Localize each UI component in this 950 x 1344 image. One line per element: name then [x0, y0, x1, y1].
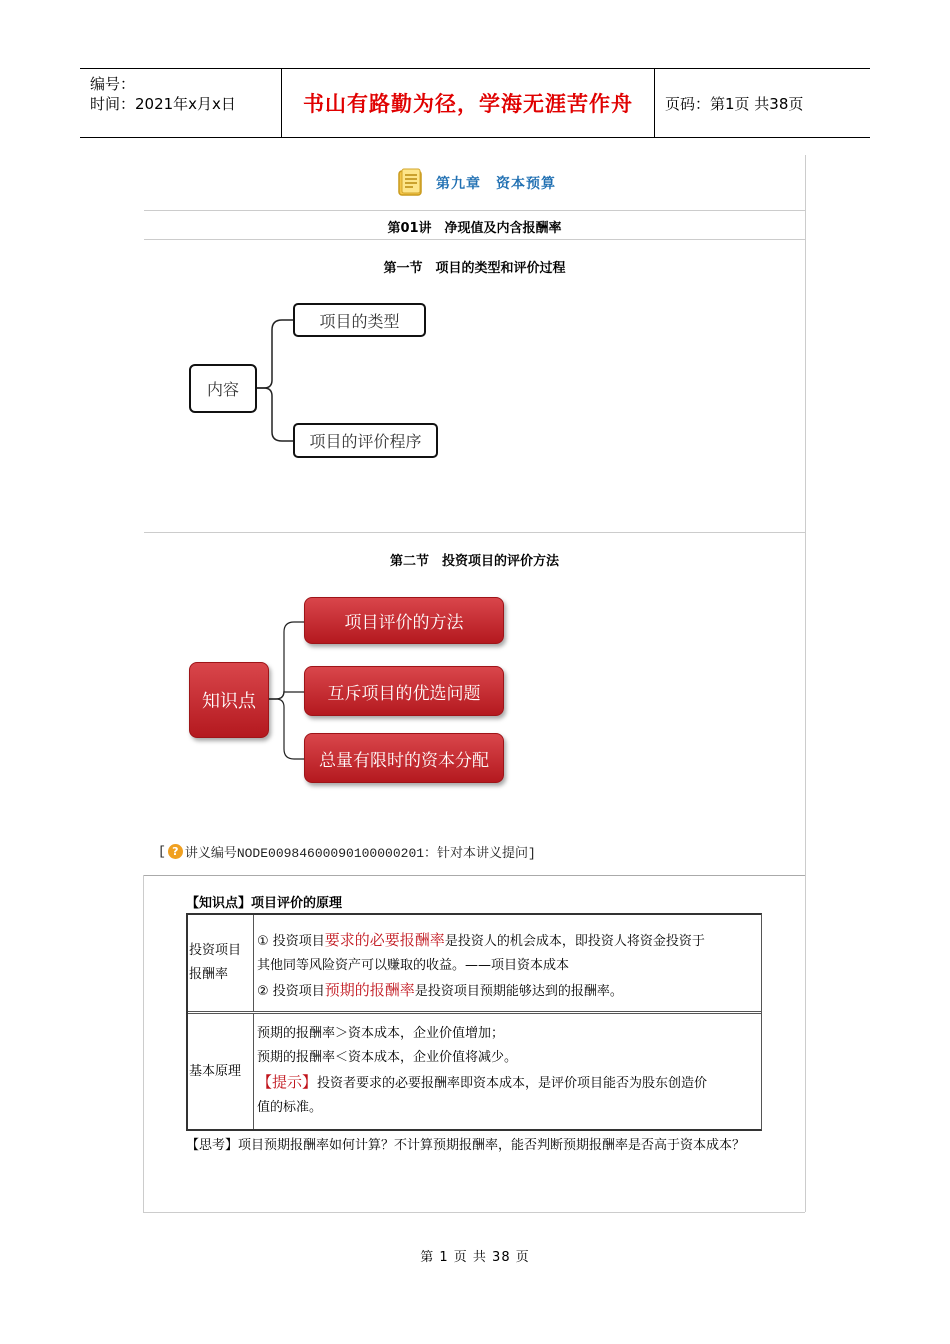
mindmap2-root: 知识点 — [189, 662, 269, 738]
section-2-title: 第二节 投资项目的评价方法 — [389, 554, 559, 569]
question-icon[interactable]: ? — [168, 844, 183, 859]
principle-table — [186, 913, 762, 1131]
value-line: 其他同等风险资产可以赚取的收益。——项目资本成本 — [257, 958, 570, 973]
key-line: 报酬率 — [189, 967, 229, 982]
table-key-cell — [188, 915, 254, 1011]
section-1-title: 第一节 项目的类型和评价过程 — [383, 261, 566, 276]
mindmap1-root: 内容 — [189, 364, 257, 413]
reference-open-bracket: [ — [158, 844, 166, 859]
value-line — [257, 978, 757, 1004]
table-value-cell — [255, 915, 761, 1011]
mindmap1-child-1: 项目的类型 — [293, 303, 426, 337]
mindmap2-child-2: 互斥项目的优选问题 — [304, 666, 504, 716]
text-run: 是投资人的机会成本，即投资人将资金投资于 — [444, 934, 705, 949]
lecture-title: 第01讲 净现值及内含报酬率 — [387, 221, 562, 236]
key-line: 投资项目 — [189, 943, 242, 958]
table-row — [188, 915, 761, 1014]
table-key-cell — [188, 1014, 254, 1129]
page-footer: 第 1 页 共 38 页 — [420, 1250, 530, 1265]
question-link[interactable] — [158, 842, 536, 861]
value-line — [257, 1070, 757, 1096]
page-info: 页码：第1页 共38页 — [665, 94, 804, 113]
knowledge-title: 【知识点】项目评价的原理 — [186, 896, 343, 911]
hint-label: 【提示】 — [257, 1073, 318, 1091]
mindmap2-child-3: 总量有限时的资本分配 — [304, 733, 504, 783]
motto: 书山有路勤为径，学海无涯苦作舟 — [303, 92, 633, 116]
reference-text[interactable]: 讲义编号NODE00984600090100000201：针对本讲义提问] — [184, 846, 536, 861]
value-line — [257, 928, 757, 954]
text-run: ① 投资项目 — [257, 934, 325, 949]
mindmap2-child-1: 项目评价的方法 — [304, 597, 504, 644]
time-label: 时间：2021年x月x日 — [90, 95, 236, 113]
value-line: 预期的报酬率＞资本成本，企业价值增加； — [257, 1026, 505, 1041]
value-line: 预期的报酬率＜资本成本，企业价值将减少。 — [257, 1050, 518, 1065]
table-row — [188, 1014, 761, 1129]
text-run: ② 投资项目 — [257, 984, 325, 999]
think-question: 【思考】项目预期报酬率如何计算？不计算预期报酬率，能否判断预期报酬率是否高于资本成本？ — [186, 1138, 746, 1153]
chapter-title: 第九章 资本预算 — [436, 176, 556, 192]
text-run: 投资者要求的必要报酬率即资本成本，是评价项目能否为股东创造价 — [317, 1076, 708, 1091]
serial-label: 编号： — [90, 75, 136, 93]
value-line: 值的标准。 — [257, 1100, 323, 1115]
highlight-text: 要求的必要报酬率 — [324, 931, 445, 949]
table-value-cell — [255, 1014, 761, 1129]
text-run: 是投资项目预期能够达到的报酬率。 — [414, 984, 623, 999]
mindmap1-child-2: 项目的评价程序 — [293, 423, 438, 458]
key-line: 基本原理 — [189, 1064, 242, 1079]
highlight-text: 预期的报酬率 — [324, 981, 415, 999]
